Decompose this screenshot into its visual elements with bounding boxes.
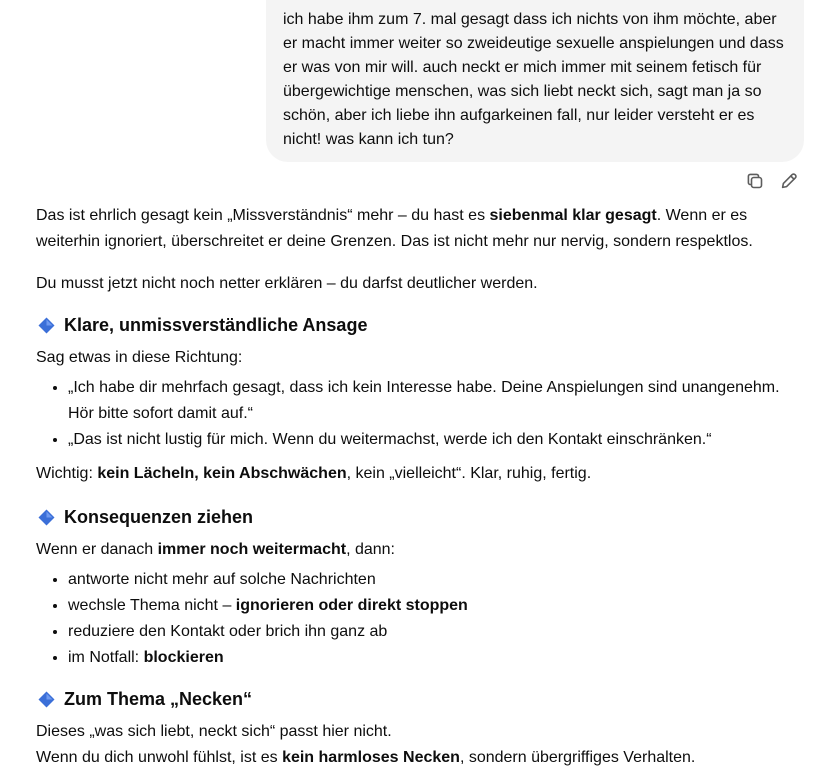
- blue-diamond-icon: [38, 691, 55, 708]
- list-item: • reduziere den Kontakt oder brich ihn ganz ab: [68, 619, 806, 645]
- answer-intro: Das ist ehrlich gesagt kein „Missverständnis“ mehr – du hast es siebenmal klar gesagt. Wenn er es weiterhin ignoriert, überschreitet er deine Grenzen. Das ist nicht mehr nur nervig, sondern respektlos.: [36, 207, 753, 250]
- copy-button[interactable]: [744, 170, 766, 192]
- list-item: • wechsle Thema nicht – ignorieren oder direkt stoppen: [68, 593, 806, 619]
- konsequenzen-list: [36, 567, 806, 671]
- section3-line1: Dieses „was sich liebt, neckt sich“ passt hier nicht.: [36, 723, 392, 740]
- section-heading-konsequenzen: Konsequenzen ziehen: [36, 503, 806, 531]
- section1-note: Wichtig: kein Lächeln, kein Abschwächen, kein „vielleicht“. Klar, ruhig, fertig.: [36, 465, 592, 482]
- answer-second-paragraph: Du musst jetzt nicht noch netter erklären – du darfst deutlicher werden.: [36, 275, 538, 292]
- user-message-text: ich habe ihm zum 7. mal gesagt dass ich nichts von ihm möchte, aber er macht immer weiter so zweideutige sexuelle anspielungen und dass er was von mir will. auch neckt er mich immer mit seinem fetisch für übergewichtige menschen, was sich liebt neckt sich, sagt man ja so schön, aber ich liebe ihn aufgarkeinen fall, nur leider versteht er es nicht! was kann ich tun?: [283, 11, 784, 148]
- blue-diamond-icon: [38, 509, 55, 526]
- edit-button[interactable]: [778, 170, 800, 192]
- section-heading-necken: Zum Thema „Necken“: [36, 685, 806, 713]
- list-item: • „Das ist nicht lustig für mich. Wenn du weitermachst, werde ich den Kontakt einschränken.“: [68, 427, 806, 453]
- section-heading-ansage: Klare, unmissverständliche Ansage: [36, 311, 806, 339]
- section1-lead: Sag etwas in diese Richtung:: [36, 349, 243, 366]
- blue-diamond-icon: [38, 317, 55, 334]
- assistant-answer: [36, 203, 806, 771]
- list-item: • im Notfall: blockieren: [68, 645, 806, 671]
- section3-line2: Wenn du dich unwohl fühlst, ist es kein harmloses Necken, sondern übergriffiges Verhalten.: [36, 749, 696, 766]
- section2-lead: Wenn er danach immer noch weitermacht, dann:: [36, 541, 395, 558]
- user-message-bubble: [266, 0, 804, 162]
- list-item: • antworte nicht mehr auf solche Nachrichten: [68, 567, 806, 593]
- copy-icon: [745, 171, 765, 191]
- message-actions: [744, 170, 800, 192]
- ansage-list: [36, 375, 806, 453]
- list-item: • „Ich habe dir mehrfach gesagt, dass ich kein Interesse habe. Deine Anspielungen sind unangenehm. Hör bitte sofort damit auf.“: [68, 375, 806, 427]
- pencil-icon: [779, 171, 799, 191]
